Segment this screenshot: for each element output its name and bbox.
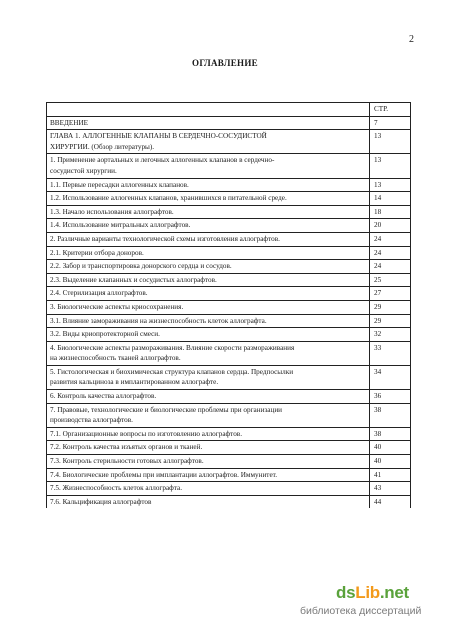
toc-entry-line: 7.4. Биологические проблемы при имплантации аллографтов. Иммунитет.	[50, 470, 278, 479]
toc-row	[47, 178, 411, 192]
toc-entry-page: 25	[370, 273, 411, 287]
toc-entry-title	[47, 300, 370, 314]
toc-entry-page: 7	[370, 116, 411, 130]
toc-entry-page: 24	[370, 260, 411, 274]
toc-row	[47, 273, 411, 287]
dslib-logo: dsLib.net	[336, 583, 409, 602]
toc-entry-title	[47, 390, 370, 404]
toc-entry-title	[47, 341, 370, 365]
toc-entry-title	[47, 246, 370, 260]
toc-entry-title	[47, 116, 370, 130]
toc-body	[47, 103, 411, 509]
toc-entry-page: 13	[370, 154, 411, 178]
toc-table	[46, 102, 411, 508]
toc-row	[47, 154, 411, 178]
toc-entry-line: производства аллографтов.	[50, 416, 133, 425]
toc-entry-page: 36	[370, 390, 411, 404]
toc-row	[47, 260, 411, 274]
toc-row	[47, 130, 411, 154]
toc-row	[47, 246, 411, 260]
toc-row	[47, 427, 411, 441]
toc-entry-page: 13	[370, 178, 411, 192]
toc-entry-title	[47, 178, 370, 192]
toc-row	[47, 341, 411, 365]
toc-entry-title	[47, 328, 370, 342]
toc-entry-line: 2.3. Выделение клапанных и сосудистых аллографтов.	[50, 275, 217, 284]
toc-entry-line: ВВЕДЕНИЕ	[50, 118, 89, 127]
toc-row	[47, 328, 411, 342]
toc-entry-page: 40	[370, 455, 411, 469]
toc-row	[47, 495, 411, 508]
toc-entry-line: на жизнеспособность тканей аллографтов.	[50, 354, 181, 363]
toc-entry-page: 32	[370, 328, 411, 342]
toc-entry-line: ХИРУРГИИ. (Обзор литературы).	[50, 142, 155, 151]
toc-entry-title	[47, 154, 370, 178]
toc-entry-line: 2. Различные варианты технологической схемы изготовления аллографтов.	[50, 234, 280, 243]
toc-entry-line: 5. Гистологическая и биохимическая структура клапанов сердца. Предпосылки	[50, 367, 294, 376]
toc-entry-page: 40	[370, 441, 411, 455]
toc-entry-line: 7.5. Жизнеспособность клеток аллографта.	[50, 484, 183, 493]
toc-row	[47, 441, 411, 455]
toc-entry-line: ГЛАВА 1. АЛЛОГЕННЫЕ КЛАПАНЫ В СЕРДЕЧНО-СОСУДИСТОЙ	[50, 132, 267, 141]
toc-row	[47, 455, 411, 469]
toc-row	[47, 192, 411, 206]
toc-entry-line: 1.1. Первые пересадки аллогенных клапанов.	[50, 180, 189, 189]
toc-row	[47, 365, 411, 389]
toc-entry-title	[47, 219, 370, 233]
toc-entry-title	[47, 314, 370, 328]
toc-entry-page: 14	[370, 192, 411, 206]
toc-entry-page: 27	[370, 287, 411, 301]
toc-entry-page: 20	[370, 219, 411, 233]
toc-entry-line: 4. Биологические аспекты размораживания. Влияние скорости размораживания	[50, 343, 295, 352]
toc-entry-title	[47, 287, 370, 301]
toc-entry-line: 1.2. Использование аллогенных клапанов, хранившихся в питательной среде.	[50, 194, 287, 203]
toc-row	[47, 482, 411, 496]
toc-entry-line: 7. Правовые, технологические и биологические проблемы при организации	[50, 405, 283, 414]
toc-entry-line: развития кальциноза в имплантированном аллографте.	[50, 378, 219, 387]
toc-entry-line: сосудистой хирургии.	[50, 166, 117, 175]
toc-entry-page: 43	[370, 482, 411, 496]
page-title: ОГЛАВЛЕНИЕ	[192, 58, 258, 68]
toc-entry-title	[47, 482, 370, 496]
toc-entry-line: 7.3. Контроль стерильности готовых аллографтов.	[50, 457, 204, 466]
toc-entry-page: 29	[370, 300, 411, 314]
toc-header-row	[47, 103, 411, 117]
toc-entry-title	[47, 130, 370, 154]
toc-entry-page: 38	[370, 403, 411, 427]
toc-entry-page: 34	[370, 365, 411, 389]
toc-row	[47, 116, 411, 130]
toc-row	[47, 205, 411, 219]
toc-entry-line: 7.6. Кальцификация аллографтов	[50, 497, 152, 506]
toc-entry-line: 6. Контроль качества аллографтов.	[50, 392, 157, 401]
toc-entry-title	[47, 232, 370, 246]
page-number: 2	[409, 34, 414, 45]
toc-entry-title	[47, 260, 370, 274]
toc-entry-page: 44	[370, 495, 411, 508]
toc-entry-title	[47, 455, 370, 469]
toc-entry-line: 3.2. Виды криопротекторной смеси.	[50, 330, 160, 339]
toc-entry-page: 33	[370, 341, 411, 365]
toc-entry-title	[47, 365, 370, 389]
toc-entry-line: 1. Применение аортальных и легочных аллогенных клапанов в сердечно-	[50, 156, 275, 165]
toc-entry-page: 18	[370, 205, 411, 219]
toc-entry-page: 24	[370, 246, 411, 260]
toc-entry-title	[47, 441, 370, 455]
toc-entry-line: 2.4. Стерилизация аллографтов.	[50, 289, 148, 298]
toc-row	[47, 314, 411, 328]
toc-entry-line: 3.1. Влияние замораживания на жизнеспособность клеток аллографта.	[50, 316, 267, 325]
toc-entry-title	[47, 427, 370, 441]
toc-header-page-label: СТР.	[370, 103, 411, 117]
toc-row	[47, 390, 411, 404]
toc-entry-line: 7.1. Организационные вопросы по изготовлению аллографтов.	[50, 429, 242, 438]
toc-row	[47, 300, 411, 314]
toc-entry-line: 2.1. Критерии отбора доноров.	[50, 248, 144, 257]
toc-entry-title	[47, 468, 370, 482]
toc-entry-line: 3. Биологические аспекты криосохранения.	[50, 302, 184, 311]
toc-entry-line: 7.2. Контроль качества изъятых органов и тканей.	[50, 443, 203, 452]
toc-entry-title	[47, 192, 370, 206]
toc-entry-line: 1.3. Начало использования аллографтов.	[50, 207, 174, 216]
toc-entry-page: 24	[370, 232, 411, 246]
toc-row	[47, 219, 411, 233]
toc-entry-page: 29	[370, 314, 411, 328]
toc-entry-line: 1.4. Использование митральных аллографтов.	[50, 221, 191, 230]
toc-row	[47, 468, 411, 482]
toc-row	[47, 287, 411, 301]
watermark-subtitle: библиотека диссертаций	[300, 605, 422, 617]
toc-header-blank	[47, 103, 370, 117]
toc-entry-title	[47, 205, 370, 219]
toc-entry-title	[47, 403, 370, 427]
toc-entry-line: 2.2. Забор и транспортировка донорского сердца и сосудов.	[50, 262, 232, 271]
toc-entry-page: 13	[370, 130, 411, 154]
toc-entry-page: 38	[370, 427, 411, 441]
toc-row	[47, 403, 411, 427]
toc-entry-title	[47, 495, 370, 508]
toc-row	[47, 232, 411, 246]
toc-entry-page: 41	[370, 468, 411, 482]
toc-entry-title	[47, 273, 370, 287]
